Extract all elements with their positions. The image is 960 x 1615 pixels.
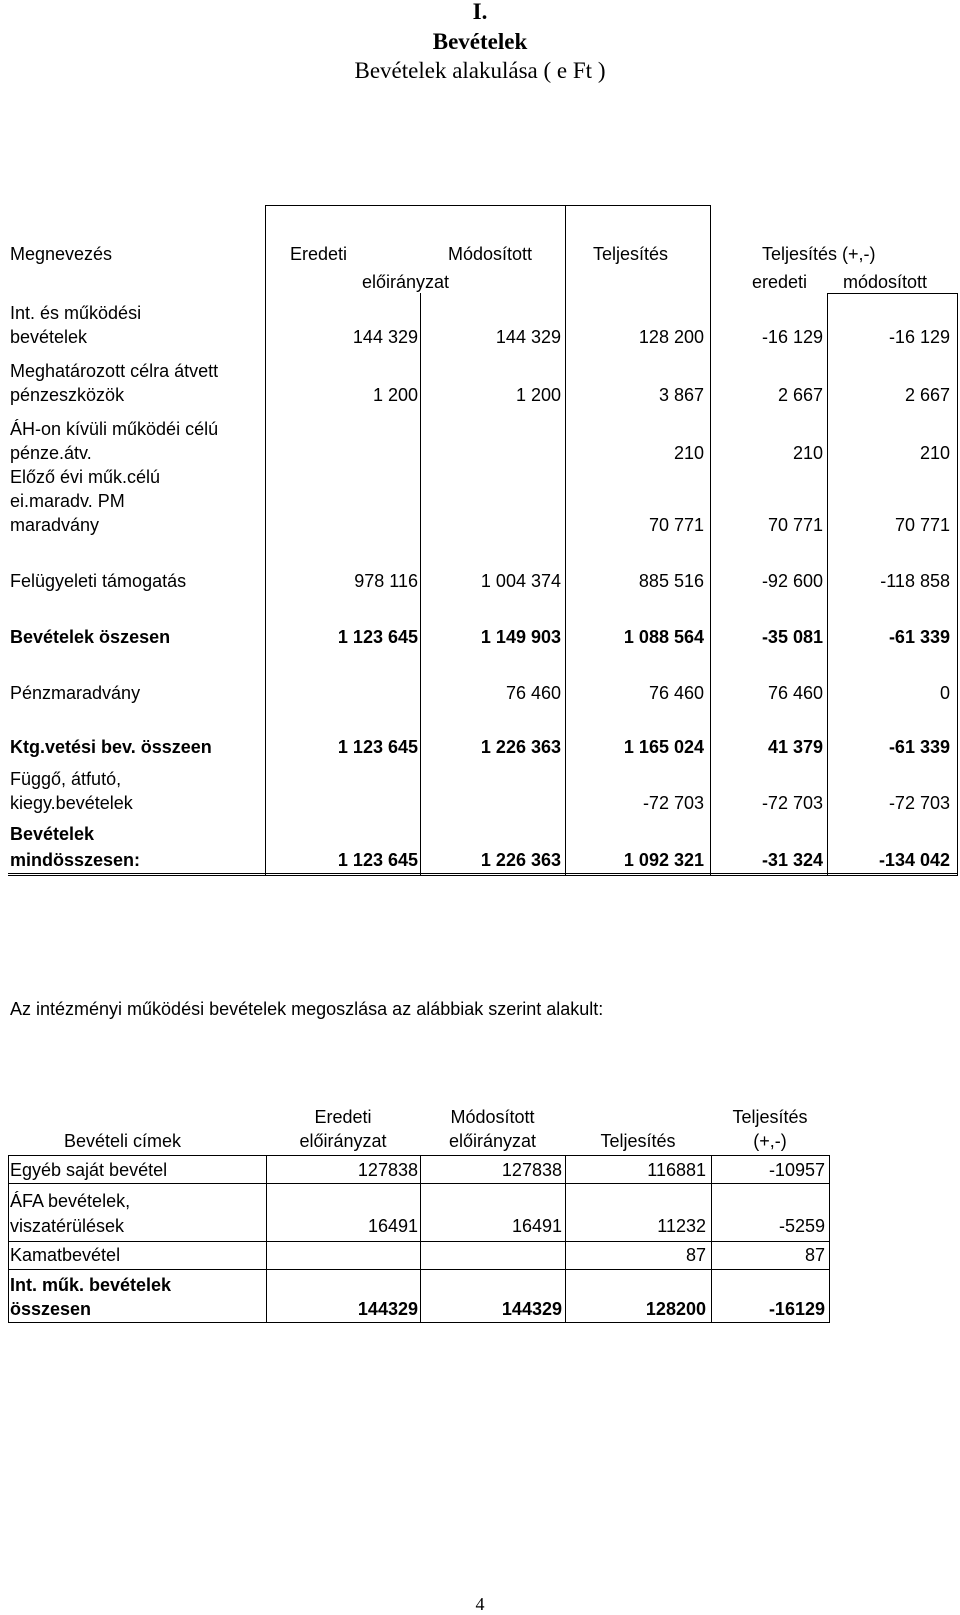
row-original: 1 123 645 (337, 850, 418, 870)
header-appropriation: előirányzat (362, 272, 450, 292)
row-performance: 3 867 (658, 385, 704, 405)
t2-header-diff: (+,-) (753, 1131, 787, 1151)
t2-row-diff: 87 (804, 1245, 825, 1265)
row-vs-original: -16 129 (761, 327, 823, 347)
t2-row-performance: 116881 (647, 1160, 706, 1180)
t2-header-original: előirányzat (299, 1131, 387, 1151)
header-original: Eredeti (290, 244, 348, 264)
row-performance: 885 516 (638, 571, 704, 591)
row-performance: 128 200 (638, 327, 704, 347)
row-performance: 1 092 321 (623, 850, 704, 870)
t2-header-name: Bevételi címek (64, 1131, 182, 1151)
row-modified: 76 460 (505, 683, 561, 703)
row-name: Meghatározott célra átvett (10, 361, 219, 381)
header-name: Megnevezés (10, 244, 113, 264)
row-vs-modified: -134 042 (878, 850, 950, 870)
header-modified: Módosított (448, 244, 533, 264)
t2-row-name: ÁFA bevételek, (10, 1191, 131, 1211)
t2-header-performance: Teljesítés (600, 1131, 676, 1151)
row-vs-modified: -72 703 (888, 793, 950, 813)
row-name: ei.maradv. PM (10, 491, 125, 511)
row-vs-original: -35 081 (761, 627, 823, 647)
row-name: Függő, átfutó, (10, 769, 122, 789)
row-name: Bevételek (10, 824, 95, 844)
t2-row-diff: -16129 (768, 1299, 825, 1319)
t2-row-modified: 16491 (511, 1216, 562, 1236)
t2-row-performance: 11232 (657, 1216, 706, 1236)
row-vs-original: 2 667 (777, 385, 823, 405)
row-vs-modified: 2 667 (904, 385, 950, 405)
page-subtitle: Bevételek alakulása ( e Ft ) (354, 58, 606, 83)
row-original: 1 123 645 (337, 627, 418, 647)
row-modified: 1 226 363 (480, 737, 561, 757)
t2-row-performance: 87 (685, 1245, 706, 1265)
row-name: Bevételek öszesen (10, 627, 171, 647)
row-vs-original: -92 600 (761, 571, 823, 591)
t2-row-original: 16491 (367, 1216, 418, 1236)
t2-row-original: 127838 (357, 1160, 418, 1180)
row-vs-original: -72 703 (761, 793, 823, 813)
row-vs-original: 210 (792, 443, 823, 463)
row-name: Ktg.vetési bev. összeen (10, 737, 212, 757)
row-vs-modified: -61 339 (888, 627, 950, 647)
t2-row-modified: 144329 (501, 1299, 562, 1319)
row-modified: 1 200 (515, 385, 561, 405)
header-diff: Teljesítés (+,-) (762, 244, 876, 264)
row-performance: 1 165 024 (623, 737, 704, 757)
row-name: bevételek (10, 327, 88, 347)
row-name: ÁH-on kívüli működéi célú (10, 419, 219, 439)
row-performance: 76 460 (648, 683, 704, 703)
row-vs-modified: 0 (939, 683, 950, 703)
row-name: maradvány (10, 515, 100, 535)
row-original: 1 200 (372, 385, 418, 405)
header-vs-original: eredeti (752, 272, 808, 292)
row-name: Előző évi műk.célú (10, 467, 161, 487)
t2-row-modified: 127838 (501, 1160, 562, 1180)
t2-header-modified: előirányzat (448, 1131, 537, 1151)
section-number: I. (472, 0, 488, 24)
t2-row-name: viszatérülések (10, 1216, 125, 1236)
row-name: Felügyeleti támogatás (10, 571, 187, 591)
row-modified: 1 226 363 (480, 850, 561, 870)
t2-header-original: Eredeti (314, 1107, 372, 1127)
t2-header-diff: Teljesítés (732, 1107, 808, 1127)
row-vs-original: -31 324 (761, 850, 823, 870)
row-modified: 1 004 374 (480, 571, 561, 591)
row-vs-modified: 70 771 (894, 515, 950, 535)
section-paragraph: Az intézményi működési bevételek megoszlása az alábbiak szerint alakult: (10, 999, 604, 1019)
row-name: Pénzmaradvány (10, 683, 141, 703)
t2-row-original: 144329 (357, 1299, 418, 1319)
t2-row-diff: -5259 (778, 1216, 825, 1236)
t2-row-name: Kamatbevétel (10, 1245, 121, 1265)
row-vs-modified: -16 129 (888, 327, 950, 347)
row-modified: -72 703 (642, 793, 704, 813)
t2-row-name: összesen (10, 1299, 92, 1319)
row-performance: 1 088 564 (623, 627, 704, 647)
t2-row-performance: 128200 (645, 1299, 706, 1319)
row-performance: 70 771 (648, 515, 704, 535)
t2-header-modified: Módosított (450, 1107, 535, 1127)
row-vs-modified: -61 339 (888, 737, 950, 757)
row-performance: 210 (673, 443, 704, 463)
row-name: mindösszesen: (10, 850, 141, 870)
row-vs-modified: 210 (919, 443, 950, 463)
t2-row-name: Egyéb saját bevétel (10, 1160, 168, 1180)
row-vs-original: 70 771 (767, 515, 823, 535)
row-vs-original: 76 460 (767, 683, 823, 703)
page-number: 4 (475, 1594, 485, 1614)
row-name: Int. és működési (10, 303, 142, 323)
row-vs-modified: -118 858 (880, 571, 950, 591)
t2-row-diff: -10957 (768, 1160, 825, 1180)
row-modified: 1 149 903 (480, 627, 561, 647)
row-name: kiegy.bevételek (10, 793, 133, 813)
row-original: 144 329 (352, 327, 418, 347)
page-title: Bevételek (432, 29, 528, 54)
header-performance: Teljesítés (593, 244, 669, 264)
row-vs-original: 41 379 (767, 737, 823, 757)
t2-row-name: Int. műk. bevételek (10, 1275, 172, 1295)
row-modified: 144 329 (495, 327, 561, 347)
row-original: 1 123 645 (337, 737, 418, 757)
row-name: pénze.átv. (10, 443, 92, 463)
row-original: 978 116 (354, 571, 418, 591)
row-name: pénzeszközök (10, 385, 125, 405)
header-vs-modified: módosított (843, 272, 928, 292)
